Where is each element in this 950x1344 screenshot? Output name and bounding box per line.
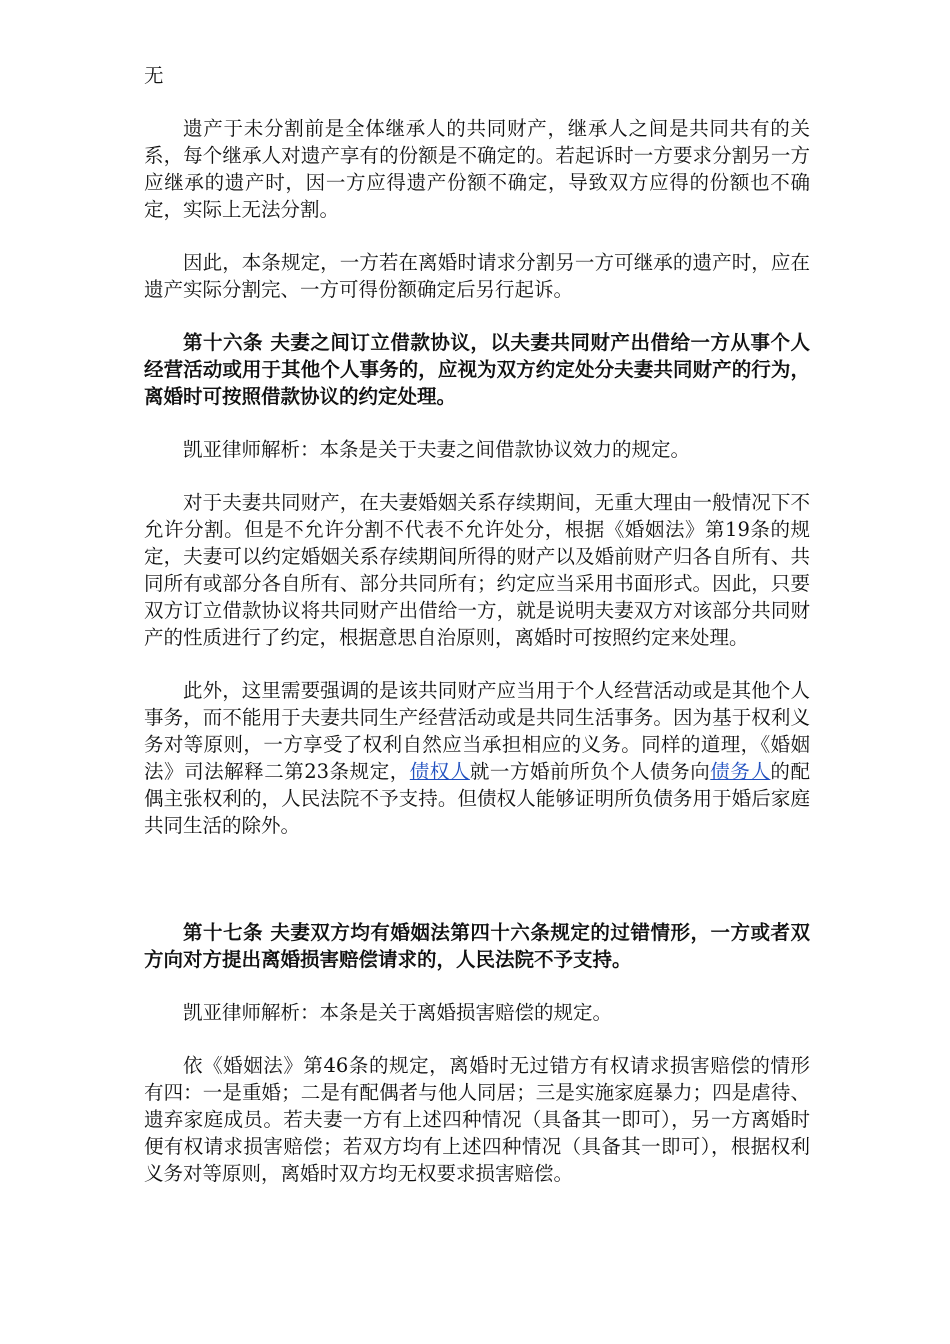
paragraph-conclusion: 因此，本条规定，一方若在离婚时请求分割另一方可继承的遗产时，应在遗产实际分割完、一方可得份额确定后另行起诉。 — [144, 251, 810, 301]
article-17-heading: 第十七条 夫妻双方均有婚姻法第四十六条规定的过错情形，一方或者双方向对方提出离婚损害赔偿请求的，人民法院不予支持。 — [144, 921, 810, 971]
paragraph-article-16-explanation: 对于夫妻共同财产，在夫妻婚姻关系存续期间，无重大理由一般情况下不允许分割。但是不允许分割不代表不允许处分，根据《婚姻法》第19条的规定，夫妻可以约定婚姻关系存续期间所得的财产以及婚前财产归各自所有、共同所有或部分各自所有、部分共同所有；约定应当采用书面形式。因此，只要双方订立借款协议将共同财产出借给一方，就是说明夫妻双方对该部分共同财产的性质进行了约定，根据意思自治原则，离婚时可按照约定来处理。 — [144, 491, 810, 649]
article-16-heading: 第十六条 夫妻之间订立借款协议，以夫妻共同财产出借给一方从事个人经营活动或用于其他个人事务的，应视为双方约定处分夫妻共同财产的行为，离婚时可按照借款协议的约定处理。 — [144, 331, 810, 408]
lawyer-analysis-16: 凯亚律师解析：本条是关于夫妻之间借款协议效力的规定。 — [183, 438, 691, 461]
section-spacer — [144, 865, 810, 919]
continuation-text: 无 — [144, 64, 164, 87]
creditor-link[interactable]: 债权人 — [409, 760, 470, 783]
document-page — [144, 62, 810, 1213]
text-segment-c: 的配偶主张权利的，人民法院不予支持。但债权人能够证明所负债务用于婚后家庭共同生活的除外。 — [144, 760, 810, 837]
paragraph-additional-note — [144, 677, 810, 839]
text-segment-a: 此外，这里需要强调的是该共同财产应当用于个人经营活动或是其他个人事务，而不能用于夫妻共同生产经营活动或是共同生活事务。因为基于权利义务对等原则，一方享受了权利自然应当承担相应的义务。同样的道理，《婚姻法》司法解释二第23条规定， — [144, 679, 810, 783]
debtor-link[interactable]: 债务人 — [710, 760, 771, 783]
paragraph-inheritance: 遗产于未分割前是全体继承人的共同财产，继承人之间是共同共有的关系，每个继承人对遗产享有的份额是不确定的。若起诉时一方要求分割另一方应继承的遗产时，因一方应得遗产份额不确定，导致双方应得的份额也不确定，实际上无法分割。 — [144, 117, 810, 221]
lawyer-analysis-17: 凯亚律师解析：本条是关于离婚损害赔偿的规定。 — [183, 1001, 613, 1024]
text-segment-b: 就一方婚前所负个人债务向 — [469, 760, 711, 783]
paragraph-article-17-explanation: 依《婚姻法》第46条的规定，离婚时无过错方有权请求损害赔偿的情形有四：一是重婚；二是有配偶者与他人同居；三是实施家庭暴力；四是虐待、遗弃家庭成员。若夫妻一方有上述四种情况（具备其一即可），另一方离婚时便有权请求损害赔偿；若双方均有上述四种情况（具备其一即可），根据权利义务对等原则，离婚时双方均无权要求损害赔偿。 — [144, 1054, 810, 1185]
